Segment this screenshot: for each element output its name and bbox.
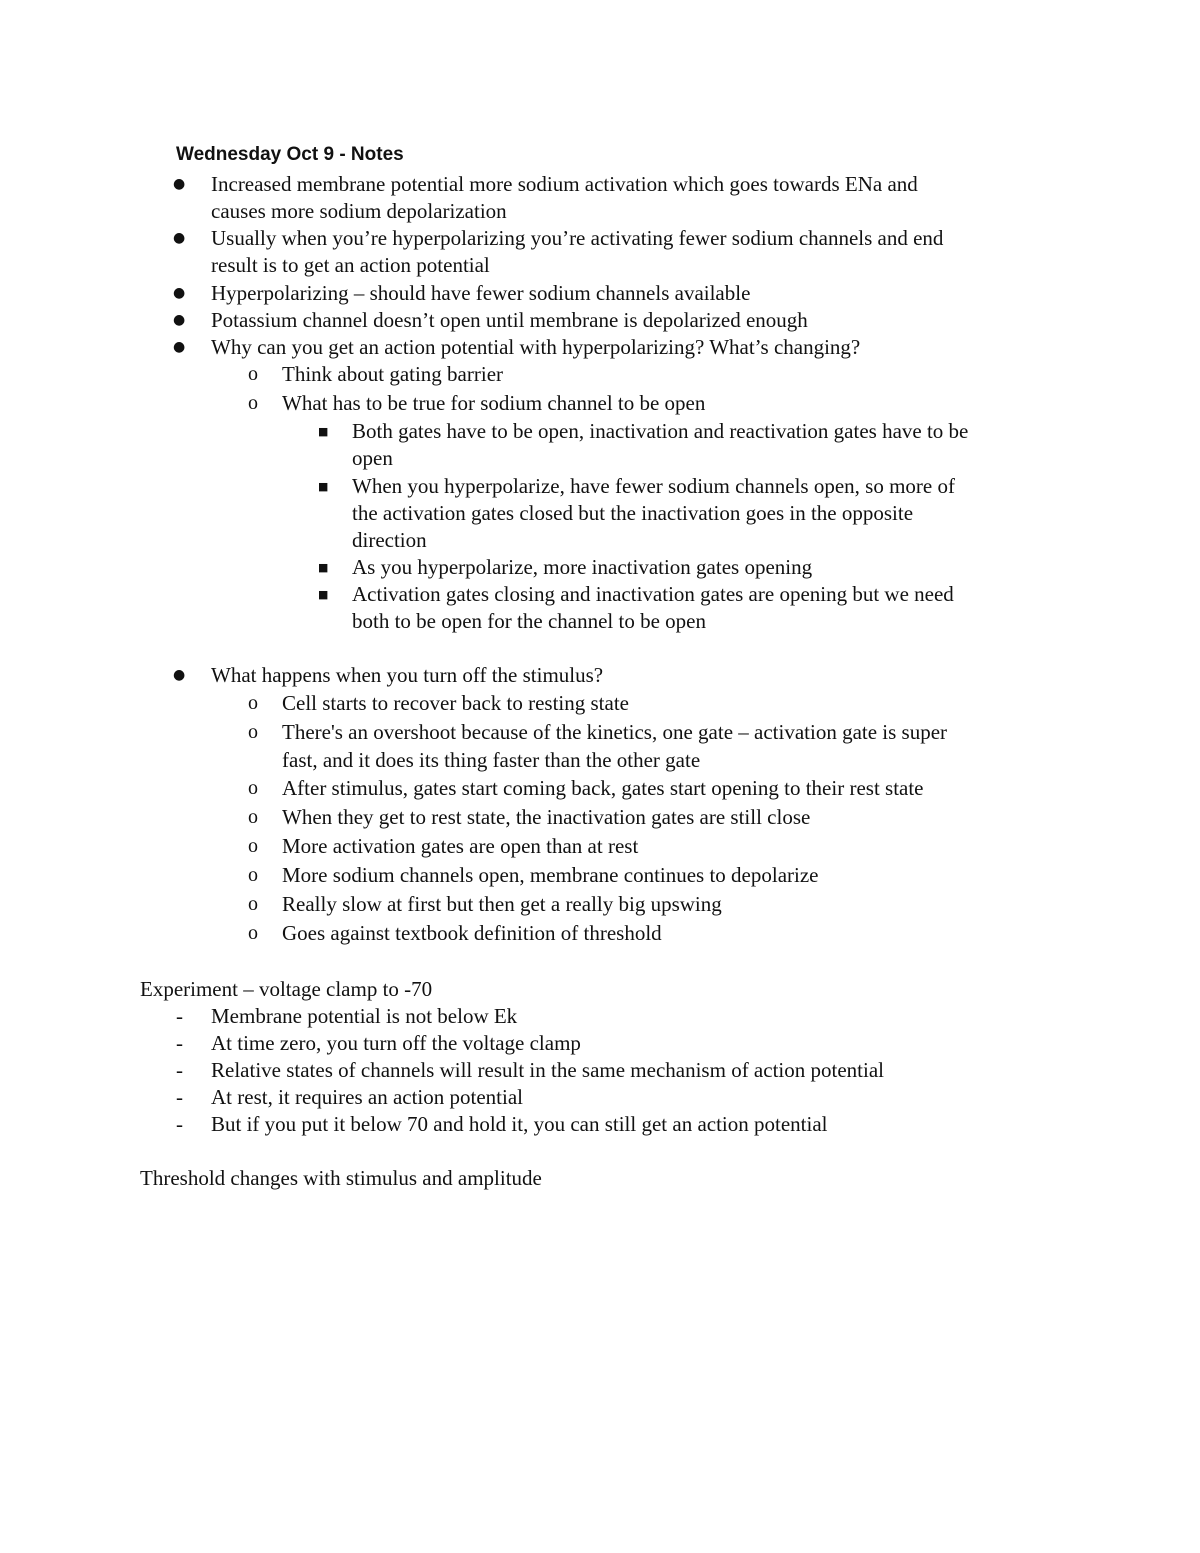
bullet-text: Why can you get an action potential with hyperpolarizing? What’s changing? xyxy=(211,335,861,359)
square-bullet-text: As you hyperpolarize, more inactivation gates opening xyxy=(352,555,813,579)
square-bullet-text: Both gates have to be open, inactivation and reactivation gates have to be xyxy=(352,419,969,443)
sub-bullet-marker: o xyxy=(248,721,258,743)
sub-bullet-marker: o xyxy=(248,893,258,915)
bullet-marker: ● xyxy=(173,230,186,246)
square-bullet-marker: ■ xyxy=(318,480,329,493)
sub-bullet-text: More sodium channels open, membrane continues to depolarize xyxy=(282,863,819,887)
dash-marker: - xyxy=(176,1058,183,1082)
square-bullet-marker: ■ xyxy=(318,425,329,438)
sub-bullet-marker: o xyxy=(248,806,258,828)
square-bullet-text: Activation gates closing and inactivation gates are opening but we need xyxy=(352,582,954,606)
sub-bullet-marker: o xyxy=(248,864,258,886)
bullet-text: Usually when you’re hyperpolarizing you’re activating fewer sodium channels and end xyxy=(211,226,944,250)
dash-marker: - xyxy=(176,1031,183,1055)
sub-bullet-marker: o xyxy=(248,363,258,385)
square-bullet-text: the activation gates closed but the inactivation goes in the opposite xyxy=(352,501,914,525)
bullet-text: causes more sodium depolarization xyxy=(211,199,507,223)
bullet-marker: ● xyxy=(173,285,186,301)
bullet-marker: ● xyxy=(173,339,186,355)
dash-item-text: At rest, it requires an action potential xyxy=(211,1085,523,1109)
sub-bullet-marker: o xyxy=(248,922,258,944)
square-bullet-text: open xyxy=(352,446,393,470)
square-bullet-marker: ■ xyxy=(318,561,329,574)
experiment-heading: Experiment – voltage clamp to -70 xyxy=(140,977,433,1001)
square-bullet-text: When you hyperpolarize, have fewer sodium channels open, so more of xyxy=(352,474,955,498)
square-bullet-marker: ■ xyxy=(318,588,329,601)
sub-bullet-text: Really slow at first but then get a really big upswing xyxy=(282,892,722,916)
sub-bullet-text: There's an overshoot because of the kinetics, one gate – activation gate is super xyxy=(282,720,948,744)
sub-bullet-text: Think about gating barrier xyxy=(282,362,504,386)
sub-bullet-text: What has to be true for sodium channel to be open xyxy=(282,391,706,415)
sub-bullet-text: When they get to rest state, the inactivation gates are still close xyxy=(282,805,811,829)
dash-marker: - xyxy=(176,1085,183,1109)
sub-bullet-text: More activation gates are open than at rest xyxy=(282,834,639,858)
dash-item-text: Relative states of channels will result in the same mechanism of action potential xyxy=(211,1058,884,1082)
dash-item-text: Membrane potential is not below Ek xyxy=(211,1004,518,1028)
square-bullet-text: direction xyxy=(352,528,427,552)
bullet-marker: ● xyxy=(173,667,186,683)
conclusion-text: Threshold changes with stimulus and amplitude xyxy=(140,1166,542,1190)
dash-item-text: At time zero, you turn off the voltage clamp xyxy=(211,1031,581,1055)
sub-bullet-marker: o xyxy=(248,777,258,799)
sub-bullet-marker: o xyxy=(248,692,258,714)
sub-bullet-text: Cell starts to recover back to resting state xyxy=(282,691,629,715)
sub-bullet-text: Goes against textbook definition of threshold xyxy=(282,921,662,945)
dash-marker: - xyxy=(176,1004,183,1028)
bullet-marker: ● xyxy=(173,176,186,192)
bullet-marker: ● xyxy=(173,312,186,328)
bullet-text: What happens when you turn off the stimulus? xyxy=(211,663,604,687)
bullet-text: Potassium channel doesn’t open until membrane is depolarized enough xyxy=(211,308,808,332)
bullet-text: Increased membrane potential more sodium activation which goes towards ENa and xyxy=(211,172,918,196)
bullet-text: Hyperpolarizing – should have fewer sodium channels available xyxy=(211,281,751,305)
sub-bullet-text: After stimulus, gates start coming back, gates start opening to their rest state xyxy=(282,776,924,800)
square-bullet-text: both to be open for the channel to be open xyxy=(352,609,706,633)
sub-bullet-marker: o xyxy=(248,835,258,857)
sub-bullet-marker: o xyxy=(248,392,258,414)
dash-item-text: But if you put it below 70 and hold it, you can still get an action potential xyxy=(211,1112,828,1136)
sub-bullet-text: fast, and it does its thing faster than the other gate xyxy=(282,748,701,772)
dash-marker: - xyxy=(176,1112,183,1136)
notes-title: Wednesday Oct 9 - Notes xyxy=(176,144,404,165)
bullet-text: result is to get an action potential xyxy=(211,253,490,277)
